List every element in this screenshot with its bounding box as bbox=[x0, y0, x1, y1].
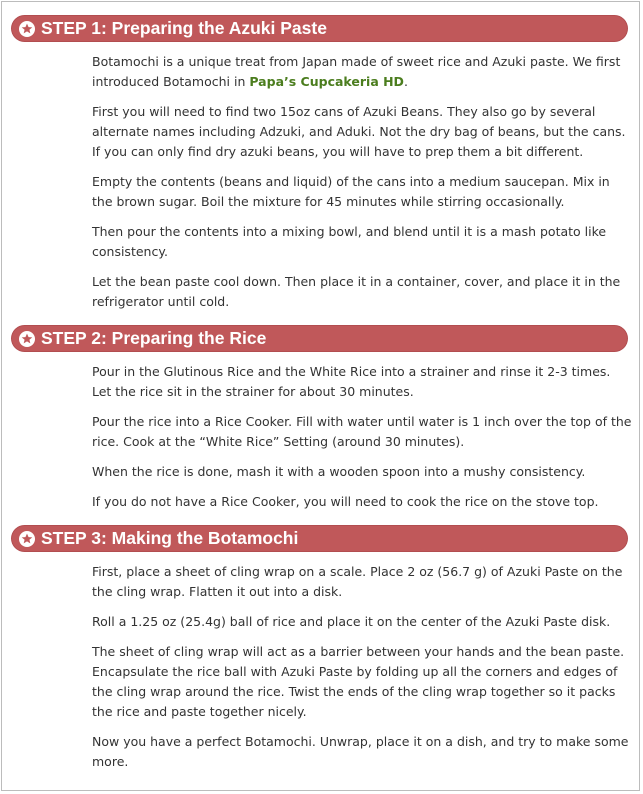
step-3-title: STEP 3: Making the Botamochi bbox=[41, 528, 299, 548]
step-2-paragraph-4: If you do not have a Rice Cooker, you will need to cook the rice on the stove top. bbox=[92, 494, 599, 509]
step-3-header bbox=[12, 526, 627, 551]
step-1-paragraph-3: Empty the contents (beans and liquid) of the cans into a medium saucepan. Mix in the brown sugar. Boil the mixture for 45 minutes while stirring occasionally. bbox=[92, 174, 610, 209]
step-2-paragraph-2: Pour the rice into a Rice Cooker. Fill with water until water is 1 inch over the top of the rice. Cook at the “White Rice” Setting (around 30 minutes). bbox=[92, 414, 632, 449]
star-icon bbox=[19, 21, 35, 37]
step-2-paragraph-3: When the rice is done, mash it with a wooden spoon into a mushy consistency. bbox=[92, 464, 586, 479]
step-1-paragraph-2: First you will need to find two 15oz cans of Azuki Beans. They also go by several alternate names including Adzuki, and Aduki. Not the dry bag of beans, but the cans. If you can only find dry azuki beans, you will have to prep them a bit different. bbox=[92, 104, 626, 159]
step-1-title: STEP 1: Preparing the Azuki Paste bbox=[41, 18, 327, 38]
step-3-paragraph-4: Now you have a perfect Botamochi. Unwrap, place it on a dish, and try to make some more. bbox=[92, 734, 629, 769]
paragraph-text: . bbox=[403, 74, 408, 89]
step-2-header bbox=[12, 326, 627, 351]
step-1-paragraph-1 bbox=[92, 52, 632, 92]
star-icon bbox=[19, 331, 35, 347]
star-icon bbox=[19, 531, 35, 547]
step-1-header bbox=[12, 16, 627, 41]
step-3-paragraph-2: Roll a 1.25 oz (25.4g) ball of rice and place it on the center of the Azuki Paste disk. bbox=[92, 614, 611, 629]
step-2-title: STEP 2: Preparing the Rice bbox=[41, 328, 267, 348]
paragraph-text: Botamochi is a unique treat from Japan made of sweet rice and Azuki paste. We first introduced Botamochi in bbox=[92, 54, 621, 89]
step-2-paragraph-1: Pour in the Glutinous Rice and the White Rice into a strainer and rinse it 2-3 times. Let the rice sit in the strainer for about 30 minutes. bbox=[92, 364, 611, 399]
step-3-paragraph-1: First, place a sheet of cling wrap on a scale. Place 2 oz (56.7 g) of Azuki Paste on the the cling wrap. Flatten it out into a disk. bbox=[92, 564, 623, 599]
step-1-paragraph-5: Let the bean paste cool down. Then place it in a container, cover, and place it in the refrigerator until cold. bbox=[92, 274, 621, 309]
papas-cupcakeria-hd-link[interactable]: Papa’s Cupcakeria HD bbox=[249, 74, 404, 89]
step-3-paragraph-3: The sheet of cling wrap will act as a barrier between your hands and the bean paste. Encapsulate the rice ball with Azuki Paste by folding up all the corners and edges of the cling wrap around the rice. Twist the ends of the cling wrap together so it packs the rice and paste together nicely. bbox=[92, 644, 625, 719]
step-1-paragraph-4: Then pour the contents into a mixing bowl, and blend until it is a mash potato like consistency. bbox=[92, 224, 607, 259]
